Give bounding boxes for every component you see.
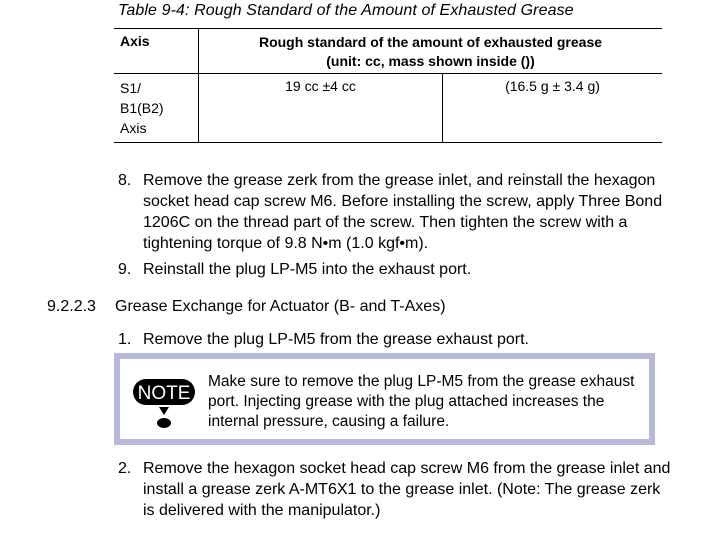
step-number: 8. — [118, 172, 132, 189]
note-icon-label: NOTE — [137, 383, 191, 404]
note-box — [114, 353, 655, 445]
axis-line1: S1/ — [120, 80, 142, 96]
step-number: 9. — [118, 261, 132, 278]
table-row — [114, 74, 662, 143]
axis-line2: B1(B2) — [120, 100, 164, 116]
header-standard-line2: (unit: cc, mass shown inside ()) — [326, 53, 535, 69]
note-icon — [132, 373, 196, 433]
step-text: Reinstall the plug LP-M5 into the exhaust port. — [143, 261, 472, 278]
section-number: 9.2.2.3 — [47, 298, 96, 315]
table-header-row — [114, 29, 662, 74]
header-standard — [199, 29, 663, 74]
step-number: 2. — [118, 460, 132, 477]
axis-line3: Axis — [120, 120, 147, 136]
header-axis: Axis — [114, 29, 199, 74]
step-text: Remove the grease zerk from the grease inlet, and reinstall the hexagon socket head cap screw M6. Before installing the screw, apply Three Bond 1206C on the thread part of the screw. Then tighten the screw with a tightening torque of 9.8 N•m (1.0 kgf•m). — [143, 172, 663, 252]
grease-amount-table — [114, 28, 662, 143]
step-text: Remove the plug LP-M5 from the grease exhaust port. — [143, 331, 529, 348]
table-caption: Table 9-4: Rough Standard of the Amount of Exhausted Grease — [118, 2, 574, 19]
note-text: Make sure to remove the plug LP-M5 from the grease exhaust port. Injecting grease with the plug attached increases the internal pressure, causing a failure. — [208, 373, 635, 430]
cell-axis — [114, 74, 199, 143]
step-text: Remove the hexagon socket head cap screw M6 from the grease inlet and install a grease zerk A-MT6X1 to the grease inlet. (Note: The grease zerk is delivered with the manipulator.) — [143, 460, 671, 519]
section-title: Grease Exchange for Actuator (B- and T-Axes) — [115, 298, 446, 315]
cell-volume: 19 cc ±4 cc — [199, 74, 443, 143]
cell-mass: (16.5 g ± 3.4 g) — [443, 74, 663, 143]
header-standard-line1: Rough standard of the amount of exhausted grease — [258, 34, 603, 50]
step-number: 1. — [118, 331, 132, 348]
